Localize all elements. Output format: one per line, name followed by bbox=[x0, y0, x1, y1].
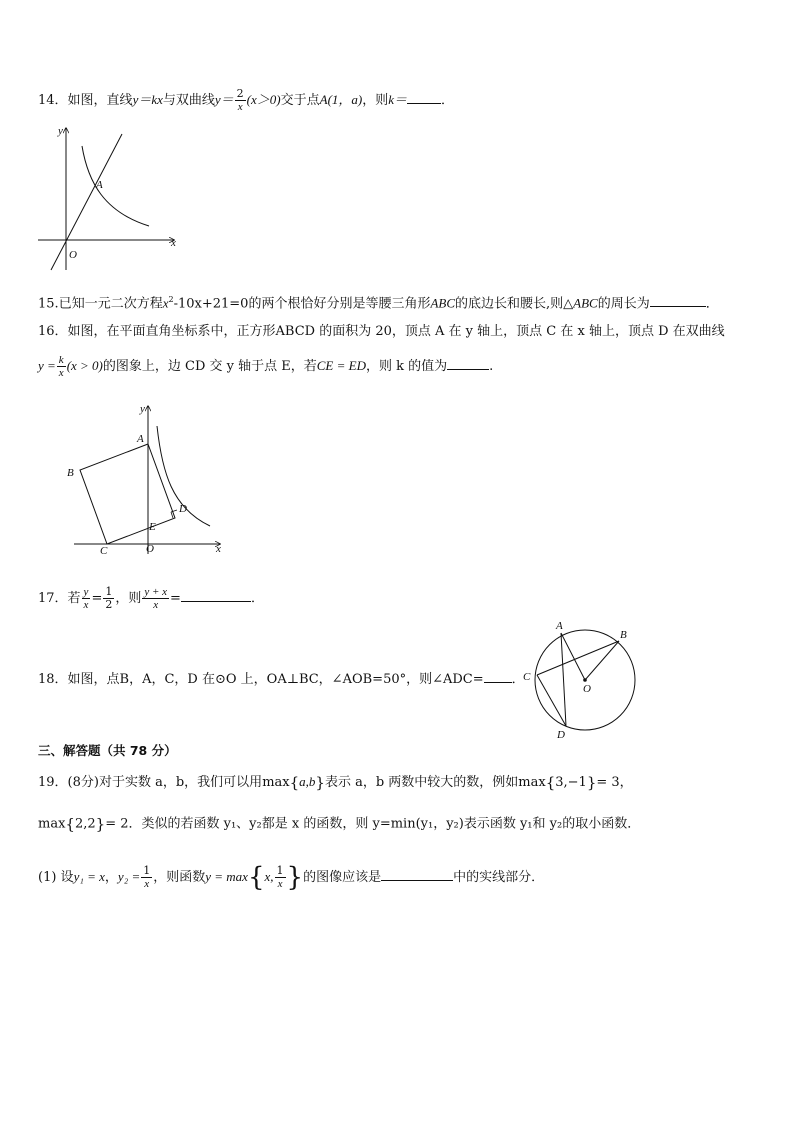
q17-f2-den: 2 bbox=[105, 598, 113, 611]
q17-fraction-3 bbox=[142, 586, 169, 611]
q14-label-a: A bbox=[96, 179, 103, 191]
q14-answer-blank[interactable] bbox=[407, 91, 441, 104]
q18-chord-cd bbox=[537, 675, 566, 726]
q19-p1-set-num: 1 bbox=[276, 864, 284, 877]
q15-abc-2: ABC bbox=[573, 295, 598, 311]
q19-p1-y2: y₂ = bbox=[117, 869, 141, 884]
q16-condition: (x > 0) bbox=[66, 358, 103, 373]
q19-p1-set-open: { bbox=[247, 862, 265, 893]
q19-p1-answer-blank[interactable] bbox=[381, 868, 453, 881]
q14-k: k＝ bbox=[388, 92, 408, 107]
q19-max-3: max bbox=[38, 816, 66, 832]
q19-p1-f-den: x bbox=[144, 878, 150, 890]
question-19-part-1 bbox=[38, 862, 544, 893]
q19-text-2: 表示 a，b 两数中较大的数，例如 bbox=[324, 775, 519, 790]
q19-max-1: max bbox=[262, 775, 290, 790]
q16-text-3: ，则 k 的值为 bbox=[365, 359, 448, 374]
q16-end: . bbox=[489, 359, 494, 374]
q19-p1-f-num: 1 bbox=[143, 864, 151, 877]
q17-f3-den: x bbox=[153, 599, 159, 611]
q18-text: 18．如图，点B，A，C，D 在⊙O 上，OA⊥BC，∠AOB=50°，则∠ADC= bbox=[38, 672, 484, 687]
q14-point: A(1，a) bbox=[319, 92, 363, 107]
q19-p1-set-close: } bbox=[286, 862, 304, 893]
q16-frac-num: k bbox=[58, 354, 64, 366]
section-3-title: 三、解答题（共 78 分） bbox=[38, 743, 177, 758]
q17-f1-den: x bbox=[83, 599, 89, 611]
q14-frac-den: x bbox=[237, 101, 243, 113]
q18-chord-ad bbox=[561, 633, 566, 726]
question-16-line-2 bbox=[38, 354, 493, 379]
q16-square-abcd bbox=[80, 444, 175, 544]
question-19-line-1 bbox=[38, 772, 633, 793]
q14-hyperbola-lhs: y＝ bbox=[214, 92, 234, 107]
q14-label-o: O bbox=[69, 249, 77, 261]
q19-p1-set-fraction bbox=[275, 865, 286, 890]
q16-label-b: B bbox=[67, 467, 74, 479]
q18-end: ． bbox=[511, 672, 525, 687]
q15-eq-x: x bbox=[162, 295, 169, 311]
q19-set-1: a,b bbox=[299, 774, 316, 789]
question-16-line-1 bbox=[38, 322, 725, 342]
q14-label-y: y bbox=[58, 125, 63, 137]
q18-label-o: O bbox=[583, 683, 591, 695]
q18-figure bbox=[516, 616, 644, 742]
q18-label-c: C bbox=[523, 671, 531, 683]
q19-text-1: 对于实数 a，b，我们可以用 bbox=[98, 775, 263, 790]
q19-p1-text-c: 的图像应该是 bbox=[303, 870, 382, 885]
q14-hyperbola-curve bbox=[82, 146, 149, 226]
q19-p1-text-a: (1) 设 bbox=[38, 870, 74, 885]
q18-label-b: B bbox=[620, 629, 627, 641]
q15-text-4: 的周长为 bbox=[597, 296, 650, 312]
q14-label-x: x bbox=[171, 237, 176, 249]
q15-text-2: 的两个根恰好分别是等腰三角形 bbox=[248, 296, 431, 312]
q17-f3-num: y + x bbox=[144, 586, 168, 598]
question-17 bbox=[38, 586, 264, 612]
q15-number: 15. bbox=[38, 296, 59, 312]
q15-end: ． bbox=[705, 296, 719, 312]
q14-text-1: 如图，直线 bbox=[67, 93, 133, 108]
q19-set-2: 3,−1 bbox=[555, 775, 587, 790]
q16-figure bbox=[60, 402, 230, 558]
q15-eq-rest: -10x+21=0 bbox=[173, 296, 249, 312]
q18-label-d: D bbox=[557, 729, 565, 741]
q14-line-equation: y＝kx bbox=[132, 92, 163, 107]
q18-chord-bc bbox=[537, 641, 619, 675]
q16-ce-ed: CE = ED bbox=[316, 358, 366, 373]
q19-set-1-close: } bbox=[315, 773, 325, 792]
q14-figure bbox=[34, 122, 184, 274]
q17-text-2: ，则 bbox=[115, 591, 142, 606]
q14-text-4: ，则 bbox=[362, 93, 389, 108]
q14-frac-num: 2 bbox=[236, 87, 244, 100]
question-18 bbox=[38, 670, 525, 690]
q16-frac-den: x bbox=[58, 367, 64, 379]
q19-text-4: = 2．类似的若函数 y₁、y₂都是 x 的函数，则 y=min(y₁，y₂)表示函数 y₁和 y₂的取小函数． bbox=[105, 816, 641, 832]
q14-number: 14． bbox=[38, 93, 68, 108]
q14-condition: (x＞0) bbox=[246, 92, 281, 107]
q16-label-c: C bbox=[100, 545, 108, 557]
q17-fraction-2 bbox=[103, 586, 114, 611]
q17-eq-2: = bbox=[170, 591, 181, 606]
q14-end: ． bbox=[441, 93, 455, 108]
q19-set-3-close: } bbox=[95, 815, 106, 833]
q15-abc: ABC bbox=[430, 295, 456, 311]
q14-fraction bbox=[235, 88, 246, 113]
q18-answer-blank[interactable] bbox=[484, 670, 512, 683]
q19-text-3: = 3， bbox=[596, 775, 633, 790]
q17-eq: = bbox=[91, 591, 103, 606]
q16-fraction bbox=[57, 354, 66, 379]
q17-f1-num: y bbox=[83, 586, 89, 598]
q16-text-2: 的图象上，边 CD 交 y 轴于点 E，若 bbox=[102, 359, 317, 374]
q14-text-2: 与双曲线 bbox=[162, 93, 215, 108]
q16-label-o: O bbox=[146, 543, 154, 555]
q19-number: 19．(8分) bbox=[38, 775, 99, 790]
q15-eq-sup: 2 bbox=[168, 295, 174, 304]
q18-center-dot bbox=[583, 678, 587, 682]
q19-p1-max: y = max bbox=[205, 869, 248, 884]
q18-radius-ob bbox=[585, 641, 619, 680]
q16-label-y: y bbox=[140, 403, 145, 415]
q19-set-2-open: { bbox=[545, 773, 556, 792]
q19-p1-fraction bbox=[141, 865, 152, 890]
q16-text-1: 16．如图，在平面直角坐标系中，正方形ABCD 的面积为 20，顶点 A 在 y 轴上，顶点 C 在 x 轴上，顶点 D 在双曲线 bbox=[38, 324, 725, 339]
q14-text-3: 交于点 bbox=[280, 93, 320, 108]
q19-p1-text-b: ，则函数 bbox=[153, 870, 206, 885]
q17-fraction-1 bbox=[82, 586, 91, 611]
q15-text-1: 已知一元二次方程 bbox=[58, 296, 163, 312]
q15-answer-blank[interactable] bbox=[650, 294, 706, 307]
q19-p1-sep: ， bbox=[104, 870, 118, 885]
q16-label-e: E bbox=[149, 521, 156, 533]
q16-label-d: D bbox=[179, 503, 187, 515]
q17-f2-num: 1 bbox=[105, 585, 113, 598]
q16-answer-blank[interactable] bbox=[447, 357, 489, 370]
q17-answer-blank[interactable] bbox=[181, 589, 251, 602]
question-19-line-2 bbox=[38, 814, 640, 835]
q19-p1-text-d: 中的实线部分． bbox=[453, 870, 545, 885]
question-14 bbox=[38, 88, 454, 113]
q16-label-a: A bbox=[137, 433, 144, 445]
q19-set-3: 2,2 bbox=[74, 816, 96, 832]
q19-p1-set-den: x bbox=[277, 878, 283, 890]
q14-line-y-kx bbox=[51, 134, 122, 270]
q18-label-a: A bbox=[556, 620, 563, 632]
q17-number: 17．若 bbox=[38, 591, 81, 606]
q16-label-x: x bbox=[216, 543, 221, 555]
q17-end: ． bbox=[250, 591, 264, 606]
q19-p1-y1: y₁ = x bbox=[73, 869, 105, 884]
q19-set-1-open: { bbox=[289, 773, 300, 792]
q19-set-3-open: { bbox=[65, 815, 75, 833]
q19-set-2-close: } bbox=[586, 773, 597, 792]
q15-text-3: 的底边长和腰长,则△ bbox=[455, 296, 574, 312]
question-15 bbox=[38, 290, 719, 314]
q16-y-eq: y = bbox=[38, 358, 56, 373]
q19-p1-set-x: x, bbox=[264, 869, 274, 884]
q19-max-2: max bbox=[518, 775, 546, 790]
